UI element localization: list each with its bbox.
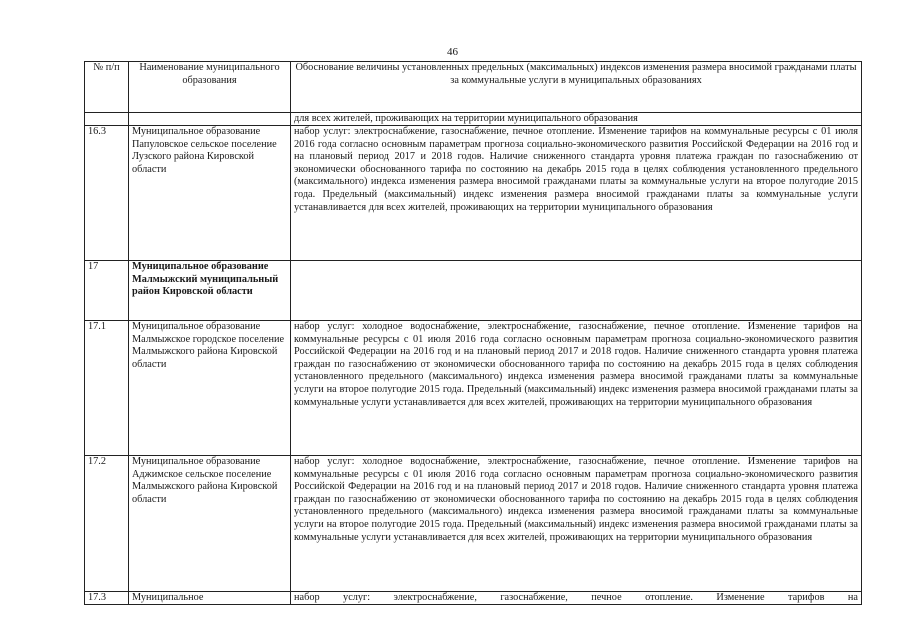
header-desc-cell (291, 62, 862, 113)
header-name-label: Наименование муниципального образования (139, 62, 280, 86)
carryover-text: для всех жителей, проживающих на территории муниципального образования (294, 113, 638, 124)
header-num-cell (85, 62, 129, 113)
row-name (129, 592, 291, 605)
row-desc (291, 126, 862, 261)
row-num-text: 17.1 (88, 321, 107, 332)
carryover-desc-cell (291, 113, 862, 126)
carryover-name-cell (129, 113, 291, 126)
row-name-text: Муниципальное образование Папуловское сельское поселение Лузского района Кировской области (132, 126, 277, 175)
table-row (85, 126, 862, 261)
row-desc-text: набор услуг: холодное водоснабжение, электроснабжение, газоснабжение, печное отопление. Изменение тарифов на коммунальные ресурсы с 01 июля 2016 года согласно основным параметрам прогноза социально-экономического развития Российской Федерации на 2016 год и на плановый период 2017 и 2018 годов. Наличие сниженного стандарта уровня платежа граждан по газоснабжению от экономически обоснованного тарифа по состоянию на декабрь 2015 года в целях соблюдения установленного предельного (максимального) индекса изменения размера вносимой гражданами платы за коммунальные услуги на второе полугодие 2015 года. Предельный (максимальный) индекс изменения размера вносимой гражданами платы за коммунальные услуги устанавливается для всех жителей, проживающих на территории муниципального образования (294, 321, 858, 408)
carryover-row (85, 113, 862, 126)
row-desc (291, 592, 862, 605)
row-num (85, 321, 129, 456)
row-desc (291, 321, 862, 456)
carryover-num-cell (85, 113, 129, 126)
row-num (85, 456, 129, 592)
row-name-text: Муниципальное (132, 592, 204, 603)
table-row (85, 261, 862, 321)
row-num (85, 261, 129, 321)
row-desc (291, 261, 862, 321)
row-name-text: Муниципальное образование Малмыжское городское поселение Малмыжского района Кировской области (132, 321, 285, 370)
row-num-text: 17.3 (88, 592, 107, 603)
row-num-text: 17.2 (88, 456, 107, 467)
header-num-label: № п/п (93, 62, 120, 73)
row-desc (291, 456, 862, 592)
table-header-row (85, 62, 862, 113)
table-row (85, 456, 862, 592)
row-num-text: 16.3 (88, 126, 107, 137)
page-number: 46 (447, 46, 458, 58)
header-desc-label: Обоснование величины установленных предельных (максимальных) индексов изменения размера вносимой гражданами платы за коммунальные услуги в муниципальных образованиях (295, 62, 857, 86)
row-name-text: Муниципальное образование Аджимское сельское поселение Малмыжского района Кировской области (132, 456, 278, 505)
row-desc-text: набор услуг: холодное водоснабжение, электроснабжение, газоснабжение, печное отопление. Изменение тарифов на коммунальные ресурсы с 01 июля 2016 года согласно основным параметрам прогноза социально-экономического развития Российской Федерации на 2016 год и на плановый период 2017 и 2018 годов. Наличие сниженного стандарта уровня платежа граждан по газоснабжению от экономически обоснованного тарифа по состоянию на декабрь 2015 года в целях соблюдения установленного предельного (максимального) индекса изменения размера вносимой гражданами платы за коммунальные услуги на второе полугодие 2015 года. Предельный (максимальный) индекс изменения размера вносимой гражданами платы за коммунальные услуги устанавливается для всех жителей, проживающих на территории муниципального образования (294, 456, 858, 543)
row-num (85, 126, 129, 261)
row-name (129, 261, 291, 321)
row-num-text: 17 (88, 261, 99, 272)
row-name-text: Муниципальное образование Малмыжский муниципальный район Кировской области (132, 261, 279, 298)
row-name (129, 321, 291, 456)
header-name-cell (129, 62, 291, 113)
row-desc-text: набор услуг: электроснабжение, газоснабжение, печное отопление. Изменение тарифов на коммунальные ресурсы с 01 июля 2016 года согласно основным параметрам прогноза социально-экономического развития Российской Федерации на 2016 год и на плановый период 2017 и 2018 годов. Наличие сниженного стандарта уровня платежа граждан по газоснабжению от экономически обоснованного тарифа по состоянию на декабрь 2015 года в целях соблюдения установленного предельного (максимального) индекса изменения размера вносимой гражданами платы за коммунальные услуги на второе полугодие 2015 года. Предельный (максимальный) индекс изменения размера вносимой гражданами платы за коммунальные услуги устанавливается для всех жителей, проживающих на территории муниципального образования (294, 126, 858, 213)
row-name (129, 456, 291, 592)
tariff-index-table (84, 61, 862, 605)
row-name (129, 126, 291, 261)
row-desc-text: набор услуг: электроснабжение, газоснабжение, печное отопление. Изменение тарифов на (294, 592, 858, 603)
table-row (85, 321, 862, 456)
row-num (85, 592, 129, 605)
table-row (85, 592, 862, 605)
